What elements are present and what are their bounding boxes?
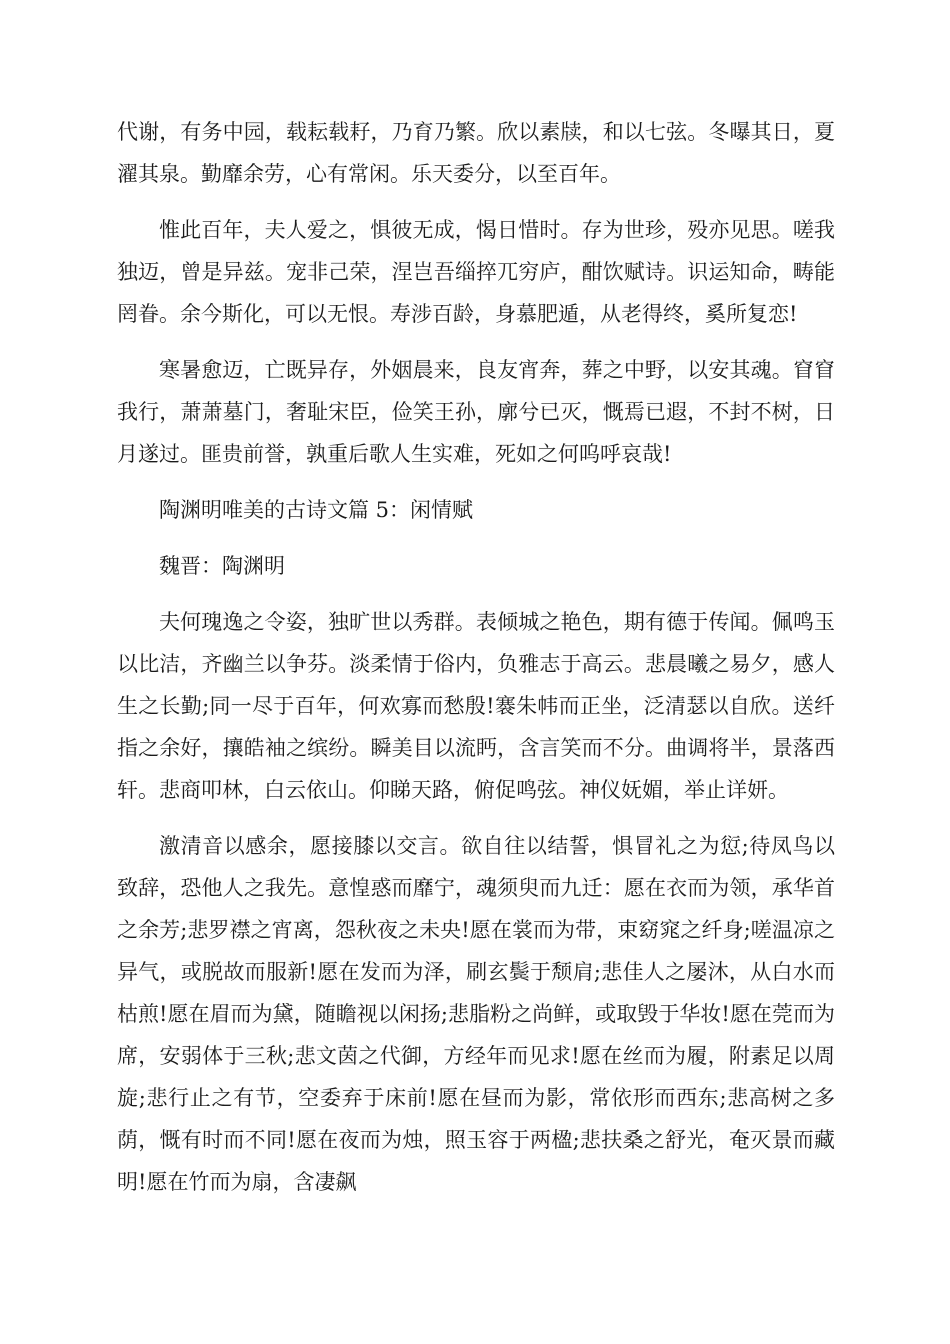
paragraph-continuation: 代谢，有务中园，载耘载耔，乃育乃繁。欣以素牍，和以七弦。冬曝其日，夏濯其泉。勤靡余劳，心有常闲。乐天委分，以至百年。	[117, 120, 835, 186]
paragraph: 惟此百年，夫人爱之，惧彼无成，愒日惜时。存为世珍，殁亦见思。嗟我独迈，曾是异兹。宠非己荣，涅岂吾缁捽兀穷庐，酣饮赋诗。识运知命，畴能罔眷。余今斯化，可以无恨。寿涉百龄，身慕肥遁，从老得终，奚所复恋!	[117, 218, 835, 326]
paragraph: 夫何瑰逸之令姿，独旷世以秀群。表倾城之艳色，期有德于传闻。佩鸣玉以比洁，齐幽兰以争芬。淡柔情于俗内，负雅志于高云。悲晨曦之易夕，感人生之长勤;同一尽于百年，何欢寡而愁殷!褰朱帏而正坐，泛清瑟以自欣。送纤指之余好，攘皓袖之缤纷。瞬美目以流眄，含言笑而不分。曲调将半，景落西轩。悲商叩林，白云依山。仰睇天路，俯促鸣弦。神仪妩媚，举止详妍。	[117, 610, 835, 802]
author-line: 魏晋：陶渊明	[159, 554, 285, 578]
document-body	[117, 111, 835, 1217]
paragraph: 激清音以感余，愿接膝以交言。欲自往以结誓，惧冒礼之为愆;待凤鸟以致辞，恐他人之我先。意惶惑而靡宁，魂须臾而九迁：愿在衣而为领，承华首之余芳;悲罗襟之宵离，怨秋夜之未央!愿在裳而为带，束窈窕之纤身;嗟温凉之异气，或脱故而服新!愿在发而为泽，刷玄鬓于颓肩;悲佳人之屡沐，从白水而枯煎!愿在眉而为黛，随瞻视以闲扬;悲脂粉之尚鲜，或取毁于华妆!愿在莞而为席，安弱体于三秋;悲文茵之代御，方经年而见求!愿在丝而为履，附素足以周旋;悲行止之有节，空委弃于床前!愿在昼而为影，常依形而西东;悲高树之多荫，慨有时而不同!愿在夜而为烛，照玉容于两楹;悲扶桑之舒光，奄灭景而藏明!愿在竹而为扇，含凄飙	[117, 834, 835, 1194]
paragraph: 寒暑愈迈，亡既异存，外姻晨来，良友宵奔，葬之中野，以安其魂。窅窅我行，萧萧墓门，奢耻宋臣，俭笑王孙，廓兮已灭，慨焉已遐，不封不树，日月遂过。匪贵前誉，孰重后歌人生实难，死如之何呜呼哀哉!	[117, 358, 835, 466]
section-heading: 陶渊明唯美的古诗文篇 5：闲情赋	[159, 498, 474, 522]
